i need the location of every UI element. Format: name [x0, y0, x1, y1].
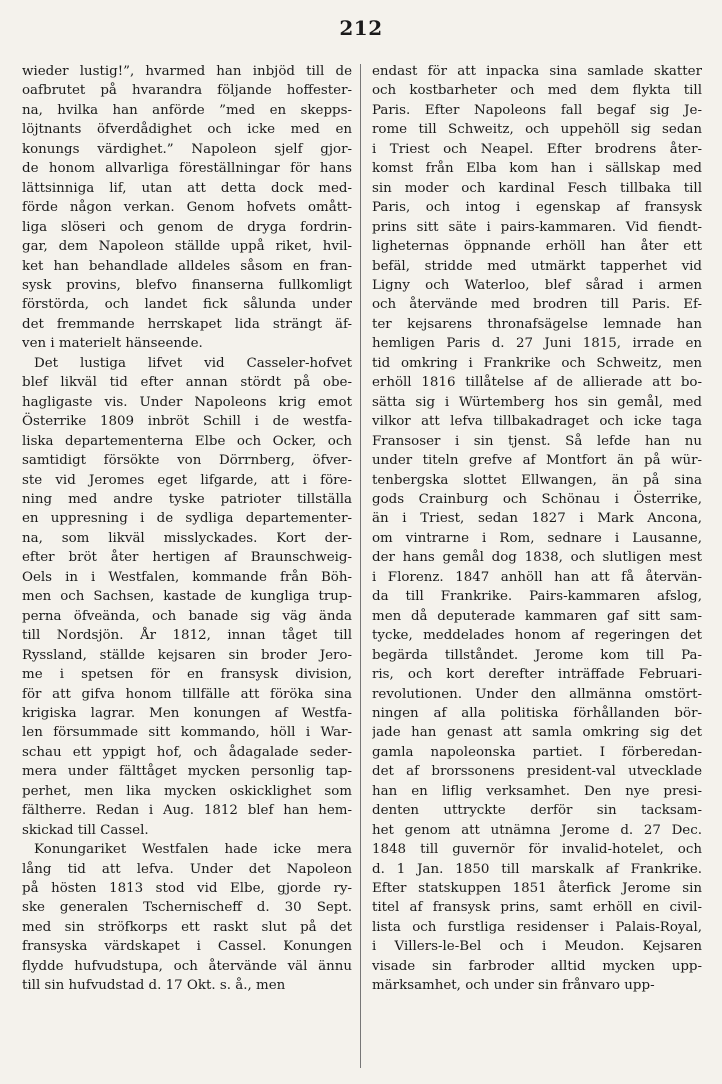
text-line: i Triest och Neapel. Efter brodrens åter- [372, 141, 702, 157]
text-line: Ryssland, ställde kejsaren sin broder Jero- [22, 647, 352, 663]
text-line: vilkor att lefva tillbakadraget och icke taga [372, 414, 702, 430]
text-line: än i Triest, sedan 1827 i Mark Ancona, [372, 511, 702, 527]
text-line: denten uttryckte derför sin tacksam- [372, 803, 702, 819]
text-line: hemligen Paris d. 27 Juni 1815, irrade en [372, 336, 702, 352]
text-line: Paris, och intog i egenskap af fransysk [372, 200, 702, 216]
text-line: ske generalen Tschernischeff d. 30 Sept. [22, 900, 352, 916]
text-line: förde någon verkan. Genom hofvets omått- [22, 200, 352, 216]
text-line: och återvände med brodren till Paris. Ef- [372, 297, 702, 313]
text-line: me i spetsen för en fransysk division, [22, 667, 352, 683]
text-line: Ligny och Waterloo, blef sårad i armen [372, 277, 702, 293]
text-line: det fremmande herrskapet lida strängt äf- [22, 316, 352, 332]
text-line: fältherre. Redan i Aug. 1812 blef han hem- [22, 803, 352, 819]
text-line: Efter statskuppen 1851 återfick Jerome sin [372, 881, 702, 897]
text-line: rome till Schweitz, och uppehöll sig sedan [372, 122, 702, 138]
text-line: liga slöseri och genom de dryga fordrin- [22, 219, 352, 235]
text-line: Österrike 1809 inbröt Schill i de westfa- [22, 414, 352, 430]
text-line: perna öfveända, och banade sig väg ända [22, 608, 352, 624]
text-line: sätta sig i Würtemberg hos sin gemål, med [372, 394, 702, 410]
text-line: ket han behandlade alldeles såsom en fran- [22, 258, 352, 274]
text-line: der hans gemål dog 1838, och slutligen mest [372, 550, 702, 566]
text-line: 1848 till guvernör för invalid-hotelet, och [372, 842, 702, 858]
text-line: sysk provins, blefvo finanserna fullkomligt [22, 277, 352, 293]
text-line: lista och furstliga residenser i Palais-Royal, [372, 919, 702, 935]
text-line: blef likväl tid efter annan stördt på obe- [22, 375, 352, 391]
text-line: schau ett yppigt hof, och ådagalade seder- [22, 744, 352, 760]
text-line: titel af fransysk prins, samt erhöll en civil- [372, 900, 702, 916]
text-line: en uppresning i de sydliga departementer- [22, 511, 352, 527]
text-line: da till Frankrike. Pairs-kammaren afslog, [372, 589, 702, 605]
text-line: lång tid att lefva. Under det Napoleon [22, 861, 352, 877]
text-line: och kostbarheter och med dem flykta till [372, 83, 702, 99]
left-text-column [22, 62, 352, 996]
text-line: ven i materielt hänseende. [22, 336, 203, 352]
text-line: ste vid Jeromes eget lifgarde, att i före- [22, 472, 352, 488]
text-line: de honom allvarliga föreställningar för hans [22, 161, 352, 177]
text-line: gar, dem Napoleon ställde uppå riket, hvil- [22, 239, 352, 255]
text-line: d. 1 Jan. 1850 till marskalk af Frankrike. [372, 861, 702, 877]
text-line: tycke, meddelades honom af regeringen det [372, 628, 702, 644]
text-line: perhet, men lika mycken oskicklighet som [22, 783, 352, 799]
text-line: komst från Elba kom han i sällskap med [372, 161, 702, 177]
text-line: för att gifva honom tillfälle att föröka sina [22, 686, 352, 702]
text-line: na, som likväl misslyckades. Kort der- [22, 530, 352, 546]
text-line: tid omkring i Frankrike och Schweitz, men [372, 355, 702, 371]
text-line: het genom att utnämna Jerome d. 27 Dec. [372, 822, 702, 838]
text-line: ningen af alla politiska förhållanden bör- [372, 705, 702, 721]
text-line: liska departementerna Elbe och Ocker, och [22, 433, 352, 449]
text-line: men då deputerade kammaren gaf sitt sam- [372, 608, 702, 624]
text-line: na, hvilka han anförde ”med en skepps- [22, 102, 352, 118]
text-line: ris, och kort derefter inträffade Februari- [372, 667, 702, 683]
text-line: med sin ströfkorps ett raskt slut på det [22, 919, 352, 935]
text-line: gamla napoleonska partiet. I förberedan- [372, 744, 702, 760]
text-line: efter bröt åter hertigen af Braunschweig- [22, 550, 352, 566]
text-line: Paris. Efter Napoleons fall begaf sig Je- [372, 102, 702, 118]
text-line: jade han genast att samla omkring sig det [372, 725, 702, 741]
text-line: i Florenz. 1847 anhöll han att få återvän- [372, 569, 702, 585]
text-line: om vintrarne i Rom, sednare i Lausanne, [372, 530, 702, 546]
text-line: förstörda, och landet fick sålunda under [22, 297, 352, 313]
text-line: till Nordsjön. År 1812, innan tåget till [22, 628, 352, 644]
text-line: konungs värdighet.” Napoleon sjelf gjor- [22, 141, 352, 157]
text-line: mera under fälttåget mycken personlig tap- [22, 764, 352, 780]
text-line: han en liflig verksamhet. Den nye presi- [372, 783, 702, 799]
text-line: visade sin farbroder alltid mycken upp- [372, 958, 702, 974]
text-line: revolutionen. Under den allmänna omstört- [372, 686, 702, 702]
page-number: 212 [339, 16, 383, 40]
text-line: hagligaste vis. Under Napoleons krig emot [22, 394, 352, 410]
text-line: tenbergska slottet Ellwangen, än på sina [372, 472, 702, 488]
text-line: märksamhet, och under sin frånvaro upp- [372, 978, 655, 994]
text-line: Det lustiga lifvet vid Casseler-hofvet [34, 355, 352, 371]
column-divider [360, 64, 361, 1068]
text-line: det af brorssonens president-val utvecklade [372, 764, 702, 780]
text-line: Fransoser i sin tjenst. Så lefde han nu [372, 433, 702, 449]
text-line: prins sitt säte i pairs-kammaren. Vid fiendt- [372, 219, 702, 235]
text-line: skickad till Cassel. [22, 822, 149, 838]
text-line: gods Crainburg och Schönau i Österrike, [372, 491, 702, 507]
text-line: till sin hufvudstad d. 17 Okt. s. å., men [22, 978, 286, 994]
text-line: len försummade sitt kommando, höll i War- [22, 725, 352, 741]
text-line: oafbrutet på hvarandra följande hoffester- [22, 83, 352, 99]
text-line: löjtnants öfverdådighet och icke med en [22, 122, 352, 138]
text-line: endast för att inpacka sina samlade skatter [372, 64, 702, 79]
text-line: i Villers-le-Bel och i Meudon. Kejsaren [372, 939, 702, 955]
text-line: Oels in i Westfalen, kommande från Böh- [22, 569, 352, 585]
text-line: krigiska lagrar. Men konungen af Westfa- [22, 705, 352, 721]
text-line: flydde hufvudstupa, och återvände väl ännu [22, 958, 352, 974]
text-line: ter kejsarens thronafsägelse lemnade han [372, 316, 702, 332]
text-line: under titeln grefve af Montfort än på wür- [372, 453, 702, 469]
text-line: samtidigt försökte von Dörrnberg, öfver- [22, 453, 352, 469]
text-line: ligheternas öppnande erhöll han åter ett [372, 239, 702, 255]
text-line: fransyska värdskapet i Cassel. Konungen [22, 939, 352, 955]
text-line: befäl, stridde med utmärkt tapperhet vid [372, 258, 702, 274]
text-line: begärda tillståndet. Jerome kom till Pa- [372, 647, 702, 663]
text-line: sin moder och kardinal Fesch tillbaka till [372, 180, 702, 196]
right-text-column [372, 62, 702, 996]
text-line: ning med andre tyske patrioter tillställa [22, 491, 352, 507]
text-line: Konungariket Westfalen hade icke mera [34, 842, 352, 858]
text-line: lättsinniga lif, utan att detta dock med- [22, 180, 352, 196]
text-line: wieder lustig!”, hvarmed han inbjöd till de [22, 64, 352, 79]
text-line: men och Sachsen, kastade de kungliga trup- [22, 589, 352, 605]
text-line: på hösten 1813 stod vid Elbe, gjorde ry- [22, 881, 352, 897]
text-line: erhöll 1816 tillåtelse af de allierade att bo- [372, 375, 702, 391]
